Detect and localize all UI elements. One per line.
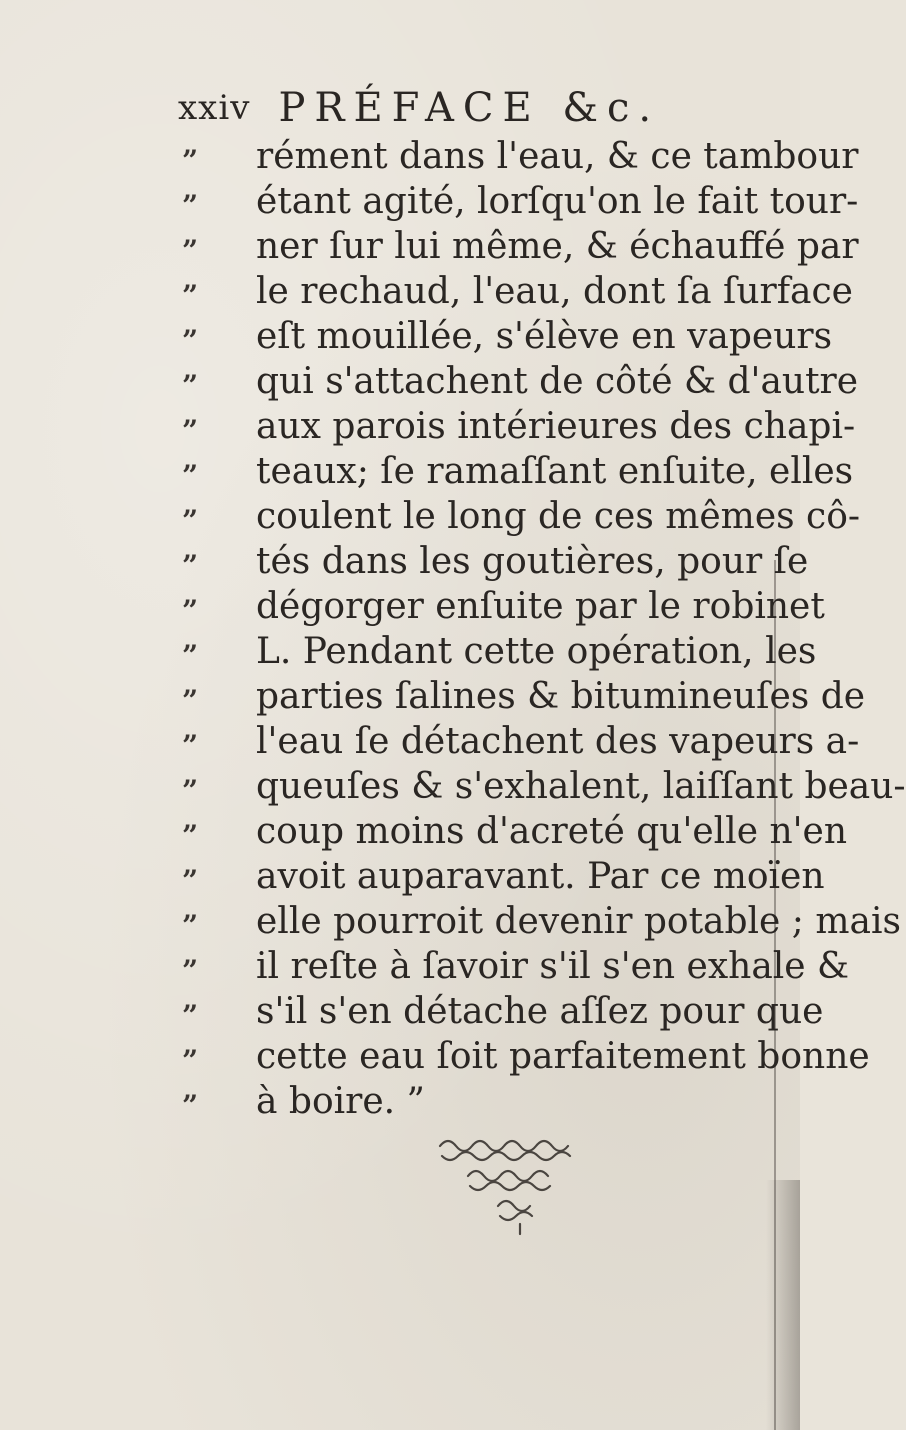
- quote-mark: ”: [182, 774, 199, 807]
- page-header: [178, 78, 660, 138]
- quote-mark: ”: [182, 909, 199, 942]
- text-line: s'il s'en détache aſſez pour que: [256, 991, 824, 1032]
- quote-mark: ”: [182, 1089, 199, 1122]
- text-line: rément dans l'eau, & ce tambour: [256, 136, 859, 177]
- text-line: ner ſur lui même, & échauffé par: [256, 226, 859, 267]
- quote-mark: ”: [182, 639, 199, 672]
- text-line: il reſte à ſavoir s'il s'en exhale &: [256, 946, 850, 987]
- text-line: eſt mouillée, s'élève en vapeurs: [256, 316, 833, 357]
- text-line: queuſes & s'exhalent, laiſſant beau-: [256, 766, 906, 807]
- text-line: cette eau ſoit parfaitement bonne: [256, 1036, 870, 1077]
- text-line: coulent le long de ces mêmes cô-: [256, 496, 861, 537]
- page-edge-shadow: [766, 1180, 800, 1430]
- text-line: teaux; ſe ramaſſant enſuite, elles: [256, 451, 854, 492]
- quote-mark: ”: [182, 549, 199, 582]
- text-line: à boire. ”: [256, 1081, 425, 1122]
- quote-mark: ”: [182, 819, 199, 852]
- quote-mark: ”: [182, 324, 199, 357]
- text-line: étant agité, lorſqu'on le fait tour-: [256, 181, 859, 222]
- quote-mark: ”: [182, 414, 199, 447]
- quotation-marks-column: [182, 138, 242, 1128]
- quote-mark: ”: [182, 189, 199, 222]
- text-line: tés dans les goutières, pour ſe: [256, 541, 809, 582]
- quote-mark: ”: [182, 954, 199, 987]
- text-line: L. Pendant cette opération, les: [256, 631, 817, 672]
- quote-mark: ”: [182, 504, 199, 537]
- quote-mark: ”: [182, 459, 199, 492]
- tailpiece-ornament-icon: [420, 1126, 620, 1246]
- text-line: avoit auparavant. Par ce moïen: [256, 856, 825, 897]
- text-line: l'eau ſe détachent des vapeurs a-: [256, 721, 860, 762]
- quote-mark: ”: [182, 684, 199, 717]
- quote-mark: ”: [182, 234, 199, 267]
- body-text: [256, 134, 906, 1124]
- page-number: xxiv: [178, 88, 251, 128]
- quote-mark: ”: [182, 369, 199, 402]
- quote-mark: ”: [182, 144, 199, 177]
- text-line: coup moins d'acreté qu'elle n'en: [256, 811, 848, 852]
- quote-mark: ”: [182, 279, 199, 312]
- quote-mark: ”: [182, 594, 199, 627]
- text-line: dégorger enſuite par le robinet: [256, 586, 825, 627]
- quote-mark: ”: [182, 1044, 199, 1077]
- running-title: PRÉFACE &c.: [278, 85, 661, 131]
- text-line: le rechaud, l'eau, dont ſa ſurface: [256, 271, 853, 312]
- quote-mark: ”: [182, 999, 199, 1032]
- quote-mark: ”: [182, 729, 199, 762]
- text-line: elle pourroit devenir potable ; mais: [256, 901, 901, 942]
- text-line: aux parois intérieures des chapi-: [256, 406, 856, 447]
- text-line: parties ſalines & bitumineuſes de: [256, 676, 866, 717]
- quote-mark: ”: [182, 864, 199, 897]
- text-line: qui s'attachent de côté & d'autre: [256, 361, 859, 402]
